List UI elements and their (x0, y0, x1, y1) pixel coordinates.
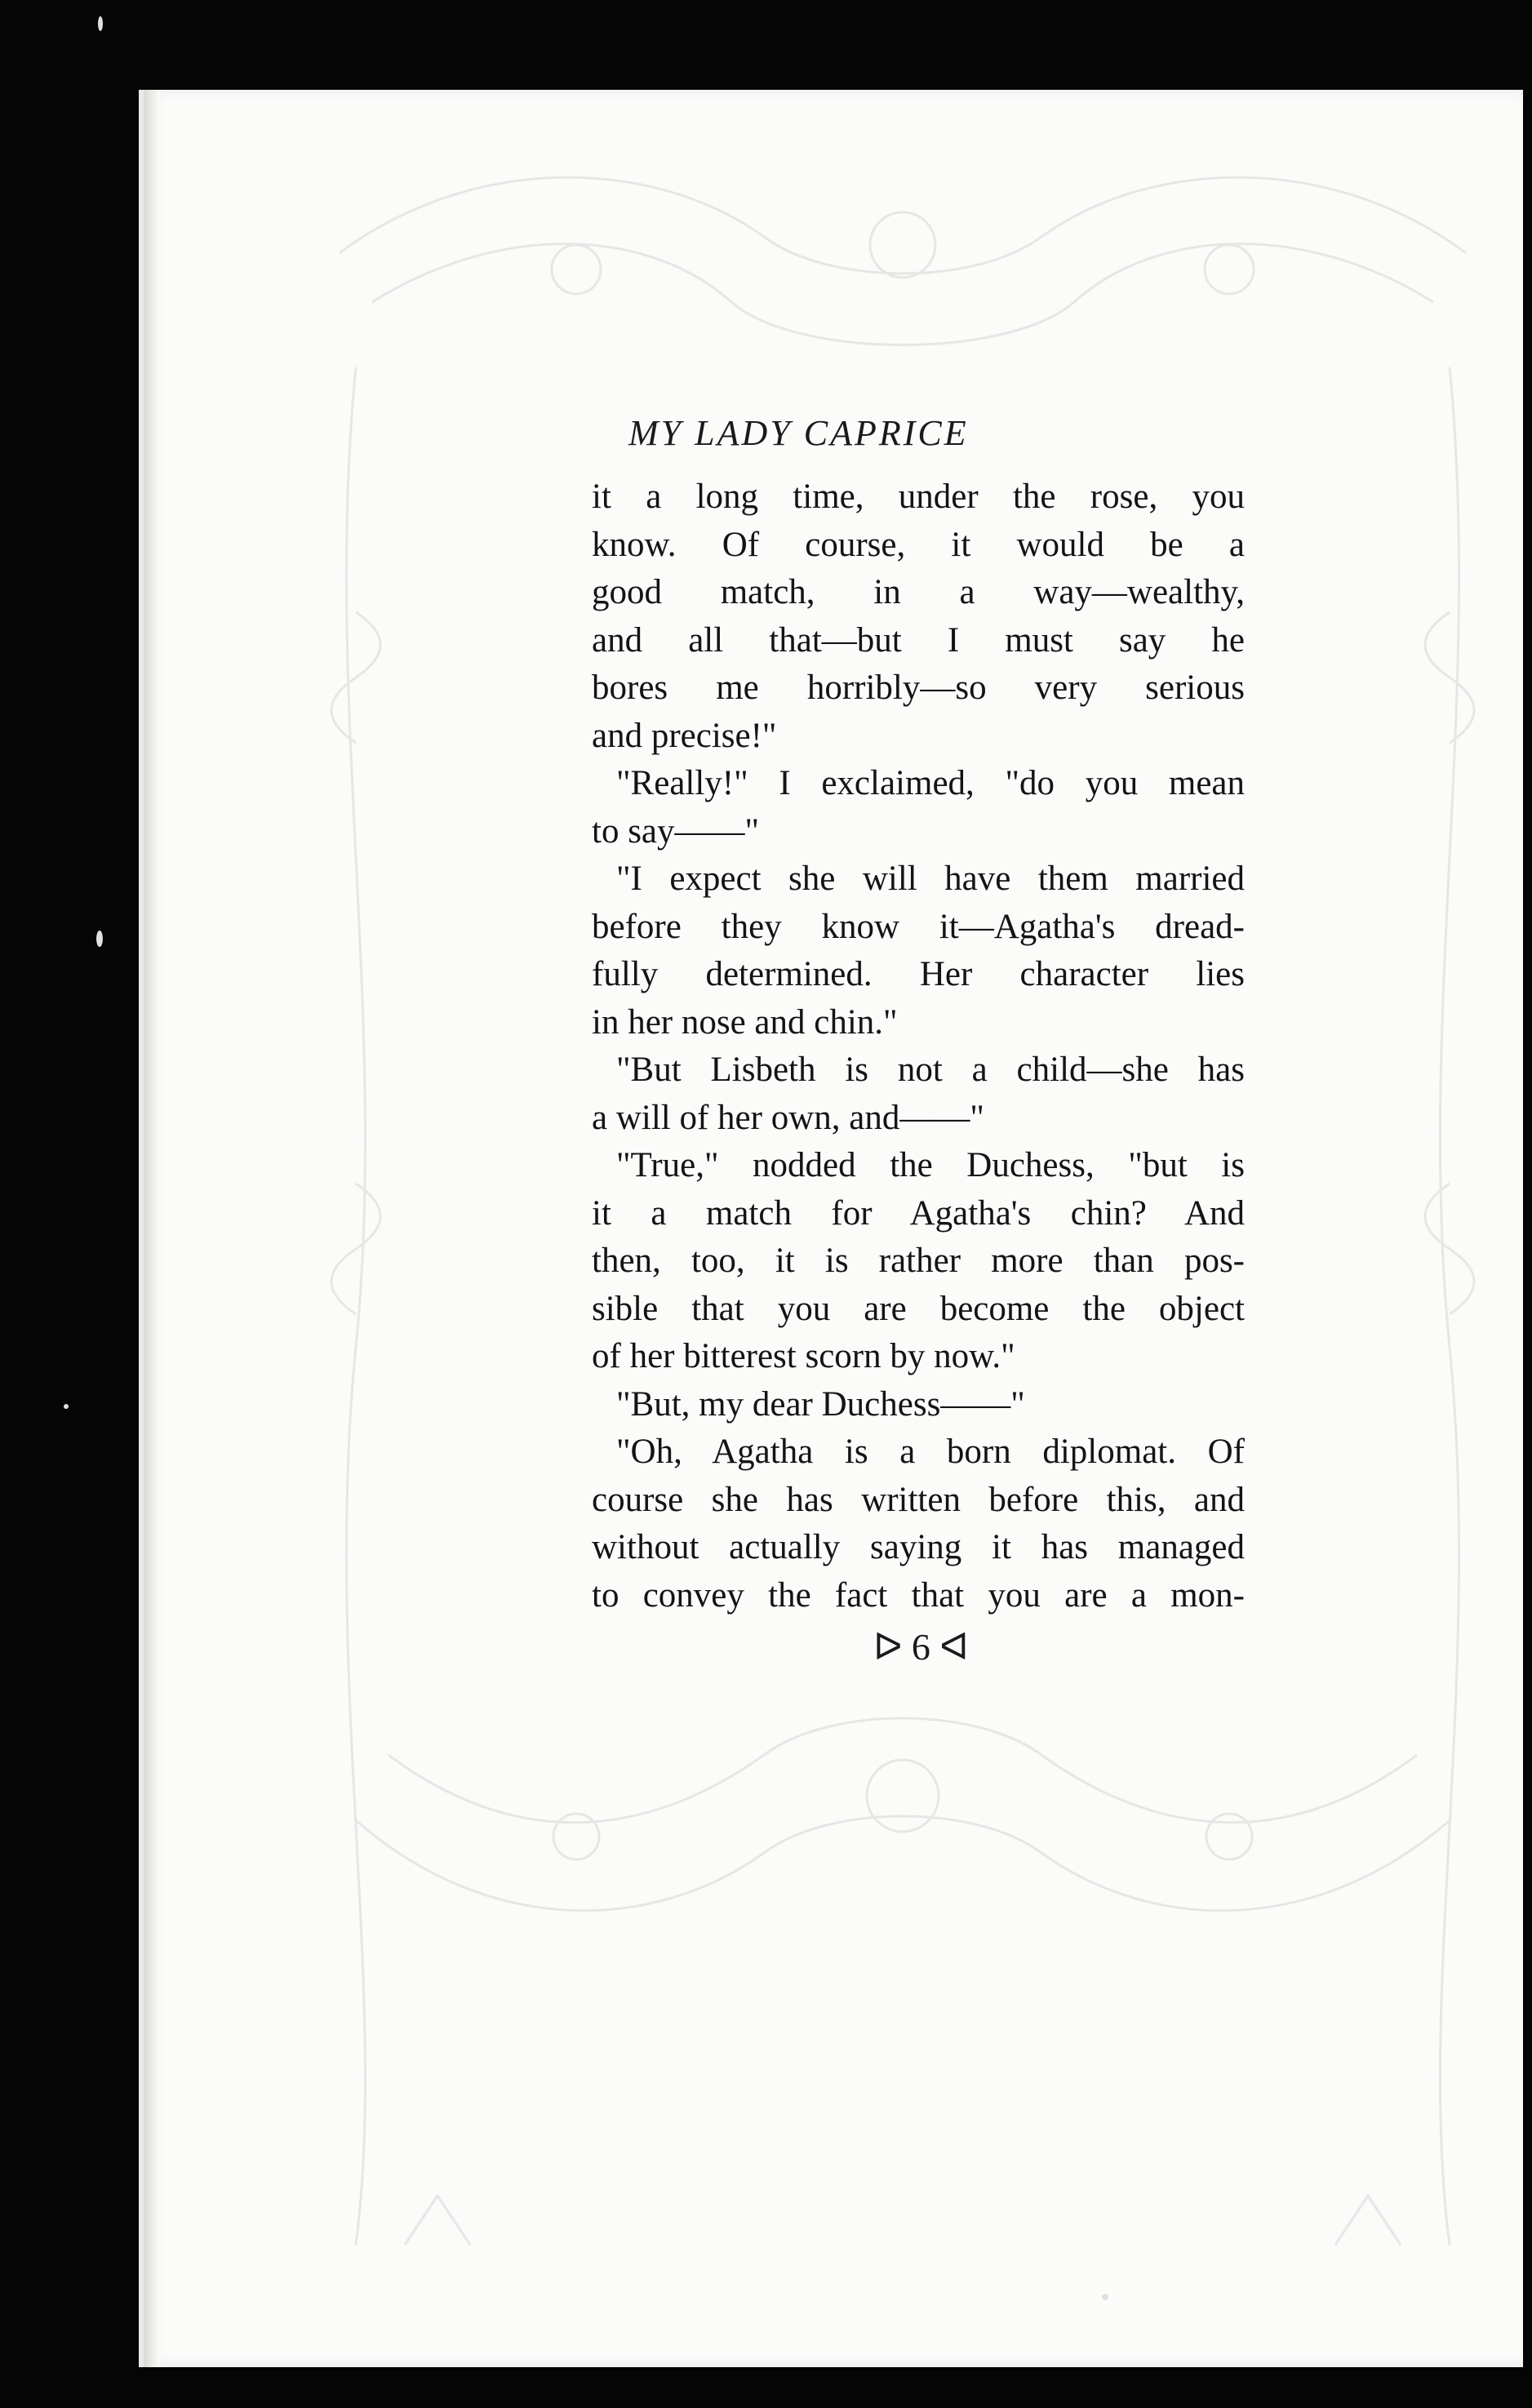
scan-speck (64, 1404, 69, 1409)
text-line: "But Lisbeth is not a child—she has (616, 1051, 1245, 1089)
text-line: good match, in a way—wealthy, (592, 573, 1245, 611)
scan-speck (1102, 2294, 1108, 2300)
text-line: "Really!" I exclaimed, "do you mean (616, 764, 1245, 802)
page-number (873, 1624, 969, 1668)
text-line: sible that you are become the object (592, 1289, 1245, 1328)
text-line: course she has written before this, and (592, 1480, 1245, 1519)
text-line: without actually saying it has managed (592, 1528, 1245, 1566)
scan-speck (96, 931, 103, 947)
folio-left-ornament: ᐅ (873, 1626, 903, 1668)
text-line: of her bitterest scorn by now." (592, 1337, 1015, 1375)
text-line: to convey the fact that you are a mon- (592, 1575, 1245, 1615)
text-line: "True," nodded the Duchess, "but is (616, 1146, 1245, 1184)
folio-right-ornament: ᐊ (939, 1626, 969, 1668)
text-line: then, too, it is rather more than pos- (592, 1242, 1245, 1280)
text-line: "Oh, Agatha is a born diplomat. Of (616, 1433, 1245, 1471)
text-line: "I expect she will have them married (616, 860, 1245, 898)
text-line: bores me horribly—so very serious (592, 669, 1245, 707)
text-line: to say——" (592, 811, 760, 851)
text-line: it a match for Agatha's chin? And (592, 1193, 1245, 1233)
text-line: and precise!" (592, 716, 777, 755)
text-line: a will of her own, and——" (592, 1098, 984, 1137)
running-head: MY LADY CAPRICE (628, 413, 969, 453)
text-line: before they know it—Agatha's dread- (592, 907, 1245, 946)
text-line: it a long time, under the rose, you (592, 478, 1245, 516)
text-line: know. Of course, it would be a (592, 525, 1245, 564)
scan-speck (98, 16, 103, 31)
text-line: in her nose and chin." (592, 1002, 898, 1042)
text-line: and all that—but I must say he (592, 620, 1245, 660)
page-number-value: 6 (911, 1626, 930, 1668)
text-line: fully determined. Her character lies (592, 955, 1245, 993)
body-text (592, 473, 1245, 1619)
text-line: "But, my dear Duchess——" (616, 1384, 1025, 1424)
page-edge-shadow (144, 90, 160, 2367)
